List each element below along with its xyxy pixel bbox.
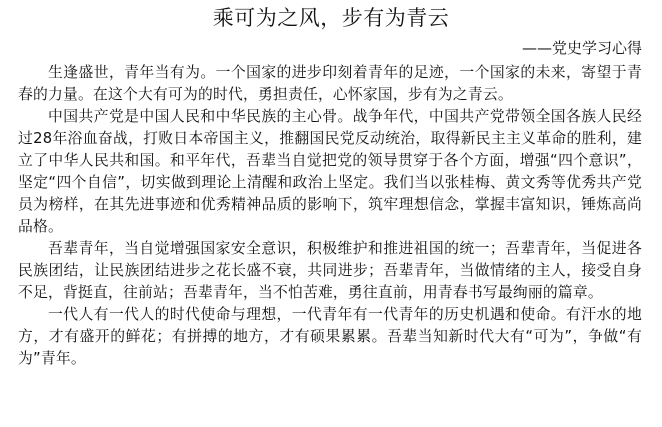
document-subtitle: ——党史学习心得 [521, 39, 642, 57]
document-body [18, 62, 642, 370]
paragraph-4: 一代人有一代人的时代使命与理想，一代青年有一代青年的历史机遇和使命。有汗水的地方，才有盛开的鲜花；有拼搏的地方，才有硕果累累。吾辈当知新时代大有“可为”，争做“有为”青年。 [18, 306, 642, 367]
paragraph-1: 生逢盛世，青年当有为。一个国家的进步印刻着青年的足迹，一个国家的未来，寄望于青春的力量。在这个大有可为的时代，勇担责任，心怀家国，步有为之青云。 [18, 64, 642, 103]
paragraph-2: 中国共产党是中国人民和中华民族的主心骨。战争年代，中国共产党带领全国各族人民经过28年浴血奋战，打败日本帝国主义，推翻国民党反动统治，取得新民主主义革命的胜利，建立了中华人民共和国。和平年代，吾辈当自觉把党的领导贯穿于各个方面，增强“四个意识”，坚定“四个自信”，切实做到理论上清醒和政治上坚定。我们当以张桂梅、黄文秀等优秀共产党员为榜样，在其先进事迹和优秀精神品质的影响下，筑牢理想信念，掌握丰富知识，锤炼高尚品格。 [18, 108, 642, 235]
paragraph-3: 吾辈青年，当自觉增强国家安全意识，积极维护和推进祖国的统一；吾辈青年，当促进各民族团结，让民族团结进步之花长盛不衰，共同进步；吾辈青年，当做情绪的主人，接受自身不足，背挺直，往前站；吾辈青年，当不怕苦难，勇往直前，用青春书写最绚丽的篇章。 [18, 240, 642, 301]
document-title: 乘可为之风，步有为青云 [212, 6, 450, 30]
